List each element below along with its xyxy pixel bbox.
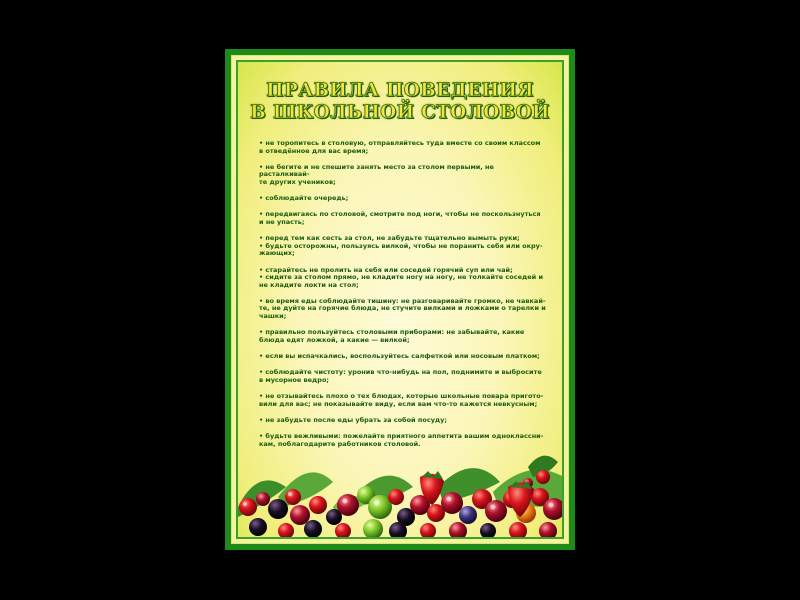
rule-item: • во время еды соблюдайте тишину: не разговаривайте громко, не чавкай- те, не дуйте на горячие блюда, не стучите вилками и ложками о тарелки и чашки; [259,296,546,321]
rule-item: • не забудьте после еды убрать за собой посуду; [259,415,448,424]
rule-item: • соблюдайте очередь; [259,194,349,203]
poster-title [238,80,562,124]
fruit-illustration-svg [238,447,564,537]
rule-item: • не отзывайтесь плохо о тех блюдах, которые школьные повара пригото- вили для вас; не показывайте виду, если вам что-то кажется невкусным; [259,392,544,408]
fruit-and-berries-illustration [238,447,562,537]
rule-item: • перед тем как сесть за стол, не забудьте тщательно вымыть руки; • будьте осторожны, пользуясь вилкой, чтобы не поранить себя или окру- жающих; [259,234,543,258]
poster [225,49,575,550]
rule-item: • старайтесь не пролить на себя или соседей горячий суп или чай; • сидите за столом прямо, не кладите ногу на ногу, не толкайте соседей и не кладите локти на стол; [259,265,544,289]
rules-list [259,140,546,457]
rule-item: • передвигаясь по столовой, смотрите под ноги, чтобы не поскользнуться и не упасть; [259,210,541,226]
poster-title-line-1: ПРАВИЛА ПОВЕДЕНИЯ [266,80,534,101]
poster-panel [236,60,564,539]
rule-item: • правильно пользуйтесь столовыми приборами: не забывайте, какие блюда едят ложкой, а какие — вилкой; [259,328,525,344]
poster-title-line-2: В ШКОЛЬНОЙ СТОЛОВОЙ [250,102,550,123]
rule-item: • соблюдайте чистоту: уронив что-нибудь на пол, поднимите и выбросите в мусорное ведро; [259,368,542,384]
rule-item: • не бегите и не спешите занять место за столом первыми, не расталкивай- те других учеников; [259,162,494,186]
rule-item: • не торопитесь в столовую, отправляйтесь туда вместе со своим классом в отведённое для вас время; [259,139,541,155]
rule-item: • если вы испачкались, воспользуйтесь салфеткой или носовым платком; [259,352,540,361]
rule-item: • будьте вежливыми: пожелайте приятного аппетита вашим одноклассни- кам, поблагодарите работников столовой. [259,431,544,448]
poster-inner-frame [231,55,569,544]
